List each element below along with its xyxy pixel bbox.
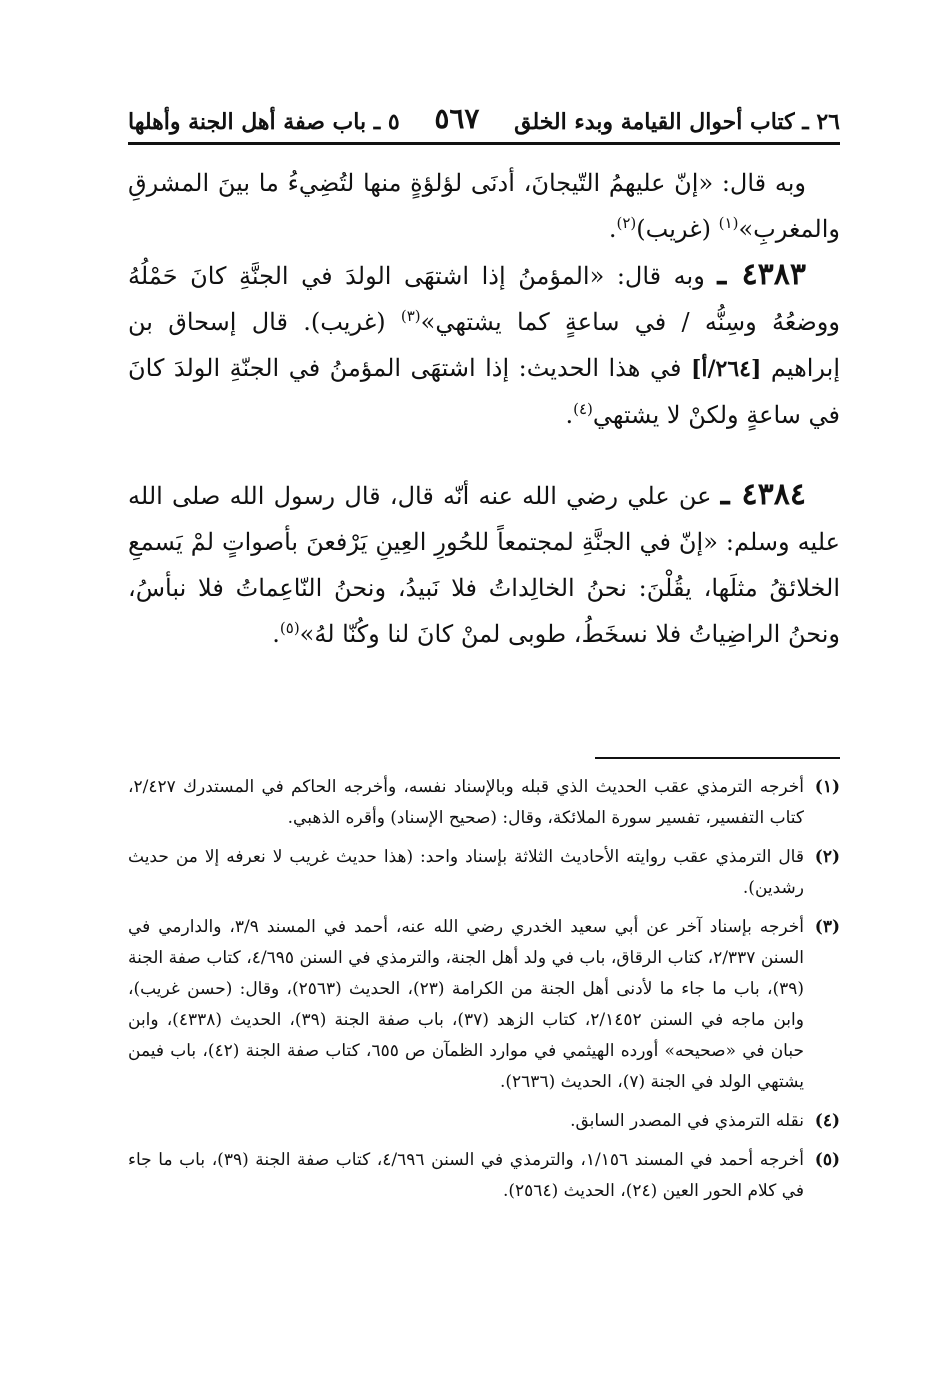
header-chapter-title: ٢٦ ـ كتاب أحوال القيامة وبدء الخلق xyxy=(514,109,840,135)
paragraph-text-tail: في هذا الحديث: إذا اشتهَى المؤمنُ في الجنّةِ الولدَ كانَ في ساعةٍ ولكنْ لا يشتهي xyxy=(128,354,840,429)
footnote-text: قال الترمذي عقب روايته الأحاديث الثلاثة بإسناد واحد: (هذا حديث غريب لا نعرفه إلا من حديث رشدين). xyxy=(128,847,804,898)
footnote-ref: (٣) xyxy=(400,307,421,325)
footnote-ref: (١) xyxy=(718,214,739,232)
footnote-text: أخرجه بإسناد آخر عن أبي سعيد الخدري رضي الله عنه، أحمد في المسند ٣/٩، والدارمي في السنن ٢/٣٣٧، كتاب الرقاق، باب في ولد أهل الجنة، والترمذي في السنن ٤/٦٩٥، كتاب صفة الجنة (٣٩)، باب ما جاء ما لأدنى أهل الجنة من الكرامة (٢٣)، الحديث (٢٥٦٣)، وقال: (حسن غريب)، وابن ماجه في السنن ٢/١٤٥٢، كتاب الزهد (٣٧)، باب صفة الجنة (٣٩)، الحديث (٤٣٣٨)، وابن حبان في «صحيحه» أورده الهيثمي في موارد الظمآن ص ٦٥٥، كتاب صفة الجنة (٤٢)، باب فيمن يشتهي الولد في الجنة (٧)، الحديث (٢٦٣٦). xyxy=(128,917,805,1092)
paragraph-1 xyxy=(128,160,840,252)
footnote-4 xyxy=(128,1106,840,1137)
footnote-2 xyxy=(128,842,840,904)
footnote-number: (٢) xyxy=(814,847,840,867)
paragraph-gap xyxy=(128,438,840,472)
footnotes xyxy=(128,772,840,1215)
running-header xyxy=(128,95,840,135)
main-text xyxy=(128,160,840,657)
footnote-separator xyxy=(595,757,840,759)
header-rule xyxy=(128,142,840,145)
footnote-number: (٣) xyxy=(814,917,840,937)
header-section-title: ٥ ـ باب صفة أهل الجنة وأهلها xyxy=(128,109,400,135)
footnote-number: (٤) xyxy=(814,1111,840,1131)
footnote-3 xyxy=(128,912,840,1098)
paragraph-text: وبه قال: «المؤمنُ إذا اشتهَى الولدَ في الجنَّةِ كانَ حَمْلُهُ ووضعُهُ وسِنُّه / في ساعةٍ كما يشتهي» xyxy=(128,262,840,336)
footnote-ref: (٢) xyxy=(616,214,637,232)
paragraph-end: . xyxy=(565,401,574,429)
folio-marker: [٢٦٤/أ] xyxy=(690,356,762,382)
hadith-4384 xyxy=(128,472,840,657)
paragraph-end: . xyxy=(608,215,617,243)
hadith-number: ٤٣٨٣ ـ xyxy=(717,257,807,292)
hadith-4383 xyxy=(128,252,840,438)
footnote-text: أخرجه الترمذي عقب الحديث الذي قبله وبالإسناد نفسه، وأخرجه الحاكم في المستدرك ٢/٤٢٧، كتاب التفسير، تفسير سورة الملائكة، وقال: (صحيح الإسناد) وأقره الذهبي. xyxy=(128,777,804,828)
footnote-text: أخرجه أحمد في المسند ١/١٥٦، والترمذي في السنن ٤/٦٩٦، كتاب صفة الجنة (٣٩)، باب ما جاء في كلام الحور العين (٢٤)، الحديث (٢٥٦٤). xyxy=(128,1150,804,1201)
footnote-ref: (٤) xyxy=(573,400,593,418)
footnote-5 xyxy=(128,1145,840,1207)
footnote-1 xyxy=(128,772,840,834)
footnote-ref: (٥) xyxy=(279,619,300,637)
paragraph-text: عن علي رضي الله عنه أنّه قال، قال رسول الله صلى الله عليه وسلم: «إنّ في الجنَّةِ لمجتمعاً للحُورِ العِينِ يَرْفعنَ بأصواتٍ لمْ يَسمعِ الخلائقُ مثلَها، يقُلْنَ: نحنُ الخالِداتُ فلا نَبيدُ، ونحنُ النّاعِماتُ فلا نبأسُ، ونحنُ الراضِياتُ فلا نسخَطُ، طوبى لمنْ كانَ لنا وكُنّا لهُ» xyxy=(128,482,840,648)
hadith-number: ٤٣٨٤ ـ xyxy=(720,477,806,512)
paragraph-text: وبه قال: «إنّ عليهمُ التّيجانَ، أدنَى لؤلؤةٍ منها لتُضِيءُ ما بينَ المشرقِ والمغربِ» xyxy=(128,169,840,243)
footnote-number: (١) xyxy=(814,777,840,797)
grade-text: (غريب) xyxy=(636,215,719,243)
footnote-number: (٥) xyxy=(814,1150,840,1170)
paragraph-end: . xyxy=(272,620,280,648)
footnote-text: نقله الترمذي في المصدر السابق. xyxy=(570,1111,804,1131)
paragraph-text-mid: (غريب). قال إسحاق بن إبراهيم xyxy=(128,308,840,382)
page-number: ٥٦٧ xyxy=(434,102,480,135)
